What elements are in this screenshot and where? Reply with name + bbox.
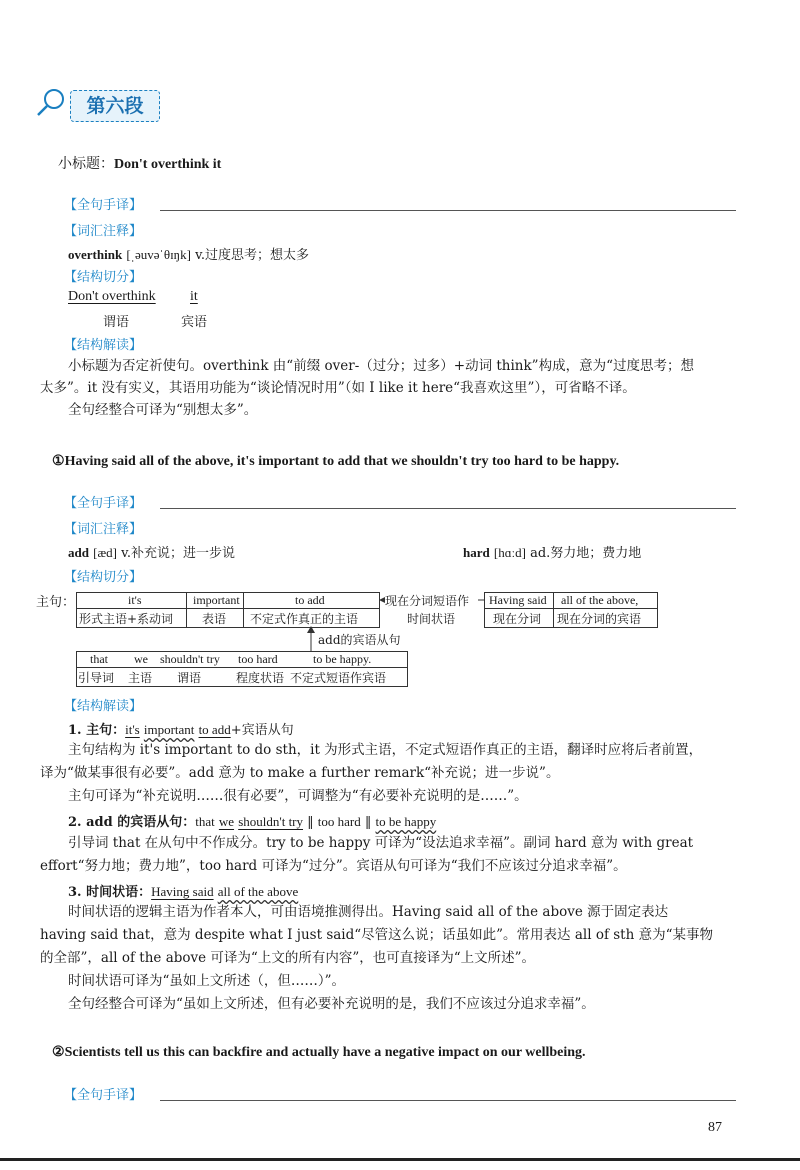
paragraph: 主句结构为 it's important to do sth，it 为形式主语，不定式短语作真正的主语，翻译时应将后者前置， bbox=[68, 742, 703, 758]
role-predicate: 谓语 bbox=[103, 315, 130, 330]
subclause-word: to be happy. bbox=[313, 652, 372, 666]
analysis-label: 【结构解读】 bbox=[64, 699, 143, 714]
paragraph: 时间状语的逻辑主语为作者本人，可由语境推测得出。Having said all of the above 源于固定表达 bbox=[68, 904, 669, 920]
main-role: 不定式作真正的主语 bbox=[250, 612, 359, 626]
translation-label: 【全句手译】 bbox=[64, 496, 143, 511]
subclause-word: shouldn't try bbox=[160, 652, 220, 666]
participle-word: Having said bbox=[489, 593, 547, 607]
main-role: 表语 bbox=[202, 612, 227, 626]
answer-line[interactable] bbox=[160, 1100, 736, 1101]
arrow-up-icon bbox=[305, 626, 317, 652]
subclause-word: we bbox=[134, 652, 148, 666]
adverbial-words: 现在分词短语作 bbox=[385, 594, 470, 608]
vocab-entry: overthink [ˌəuvəˈθɪŋk] v.过度思考；想太多 bbox=[68, 247, 310, 263]
sentence-1: ①Having said all of the above, it's important to add that we shouldn't try too hard to be happy. bbox=[52, 454, 620, 469]
object-clause-label: add的宾语从句 bbox=[318, 633, 401, 647]
paragraph: 引导词 that 在从句中不作成分。try to be happy 可译为“设法追求幸福”。副词 hard 意为 with great bbox=[68, 835, 694, 851]
subtitle: 小标题：Don't overthink it bbox=[58, 156, 222, 172]
main-word: it's bbox=[128, 593, 142, 607]
magnifier-icon bbox=[34, 86, 68, 120]
subclause-role: 引导词 bbox=[78, 671, 115, 685]
vocab-label: 【词汇注释】 bbox=[64, 224, 143, 239]
vocab-entry-hard: hard [hɑːd] ad.努力地；费力地 bbox=[463, 545, 642, 561]
role-object: 宾语 bbox=[181, 315, 208, 330]
divider bbox=[243, 592, 244, 627]
answer-line[interactable] bbox=[160, 210, 736, 211]
subclause-role: 程度状语 bbox=[236, 671, 285, 685]
paragraph: 全句经整合可译为“别想太多”。 bbox=[68, 402, 258, 418]
analysis-label: 【结构解读】 bbox=[64, 338, 143, 353]
divider bbox=[186, 592, 187, 627]
main-clause-label: 主句： bbox=[36, 595, 76, 610]
paragraph: 小标题为否定祈使句。overthink 由“前缀 over-（过分；过多）+动词 think”构成，意为“过度思考；想 bbox=[68, 358, 694, 374]
heading-time-adverbial: 3. 时间状语：Having said all of the above bbox=[68, 884, 299, 900]
participle-role: 现在分词的宾语 bbox=[557, 612, 642, 626]
participle-word: all of the above, bbox=[561, 593, 639, 607]
main-word: important bbox=[193, 593, 240, 607]
paragraph: 译为“做某事很有必要”。add 意为 to make a further remark“补充说；进一步说”。 bbox=[40, 765, 560, 781]
subclause-role: 主语 bbox=[128, 671, 153, 685]
sentence-2: ②Scientists tell us this can backfire and actually have a negative impact on our wellbeing. bbox=[52, 1045, 586, 1060]
subclause-role: 不定式短语作宾语 bbox=[290, 671, 387, 685]
heading-object-clause: 2. add 的宾语从句：that we shouldn't try ‖ too hard ‖ to be happy bbox=[68, 814, 437, 830]
translation-label: 【全句手译】 bbox=[64, 198, 143, 213]
subclause-word: that bbox=[90, 652, 108, 666]
subclause-word: too hard bbox=[238, 652, 278, 666]
adverbial-role: 时间状语 bbox=[407, 612, 456, 626]
paragraph: 时间状语可译为“虽如上文所述（，但……）”。 bbox=[68, 973, 346, 989]
paragraph: 的全部”，all of the above 可译为“上文的所有内容”，也可直接译为“上文所述”。 bbox=[40, 950, 536, 966]
divider bbox=[484, 608, 657, 609]
divider bbox=[553, 592, 554, 627]
divider bbox=[76, 608, 379, 609]
segment-object: it bbox=[190, 289, 198, 304]
section-title: 第六段 bbox=[70, 90, 160, 122]
main-word: to add bbox=[295, 593, 325, 607]
vocab-entry-add: add [æd] v.补充说；进一步说 bbox=[68, 545, 236, 561]
main-role: 形式主语+系动词 bbox=[79, 612, 174, 626]
subclause-role: 谓语 bbox=[177, 671, 202, 685]
segment-predicate: Don't overthink bbox=[68, 289, 156, 304]
translation-label: 【全句手译】 bbox=[64, 1088, 143, 1103]
page-number: 87 bbox=[708, 1120, 722, 1135]
paragraph: 太多”。it 没有实义，其语用功能为“谈论情况时用”（如 I like it here“我喜欢这里”），可省略不译。 bbox=[40, 380, 636, 396]
arrow-line bbox=[378, 591, 486, 611]
structure-label: 【结构切分】 bbox=[64, 570, 143, 585]
heading-main-clause: 1. 主句：it's important to add+宾语从句 bbox=[68, 722, 294, 738]
paragraph: 主句可译为“补充说明……很有必要”，可调整为“有必要补充说明的是……”。 bbox=[68, 788, 528, 804]
paragraph: having said that，意为 despite what I just said“尽管这么说；话虽如此”。常用表达 all of sth 意为“某事物 bbox=[40, 927, 713, 943]
divider bbox=[76, 667, 407, 668]
bottom-rule bbox=[0, 1158, 800, 1161]
participle-role: 现在分词 bbox=[493, 612, 542, 626]
paragraph: 全句经整合可译为“虽如上文所述，但有必要补充说明的是，我们不应该过分追求幸福”。 bbox=[68, 996, 595, 1012]
paragraph: effort“努力地；费力地”，too hard 可译为“过分”。宾语从句可译为“我们不应该过分追求幸福”。 bbox=[40, 858, 627, 874]
answer-line[interactable] bbox=[160, 508, 736, 509]
vocab-label: 【词汇注释】 bbox=[64, 522, 143, 537]
structure-label: 【结构切分】 bbox=[64, 270, 143, 285]
